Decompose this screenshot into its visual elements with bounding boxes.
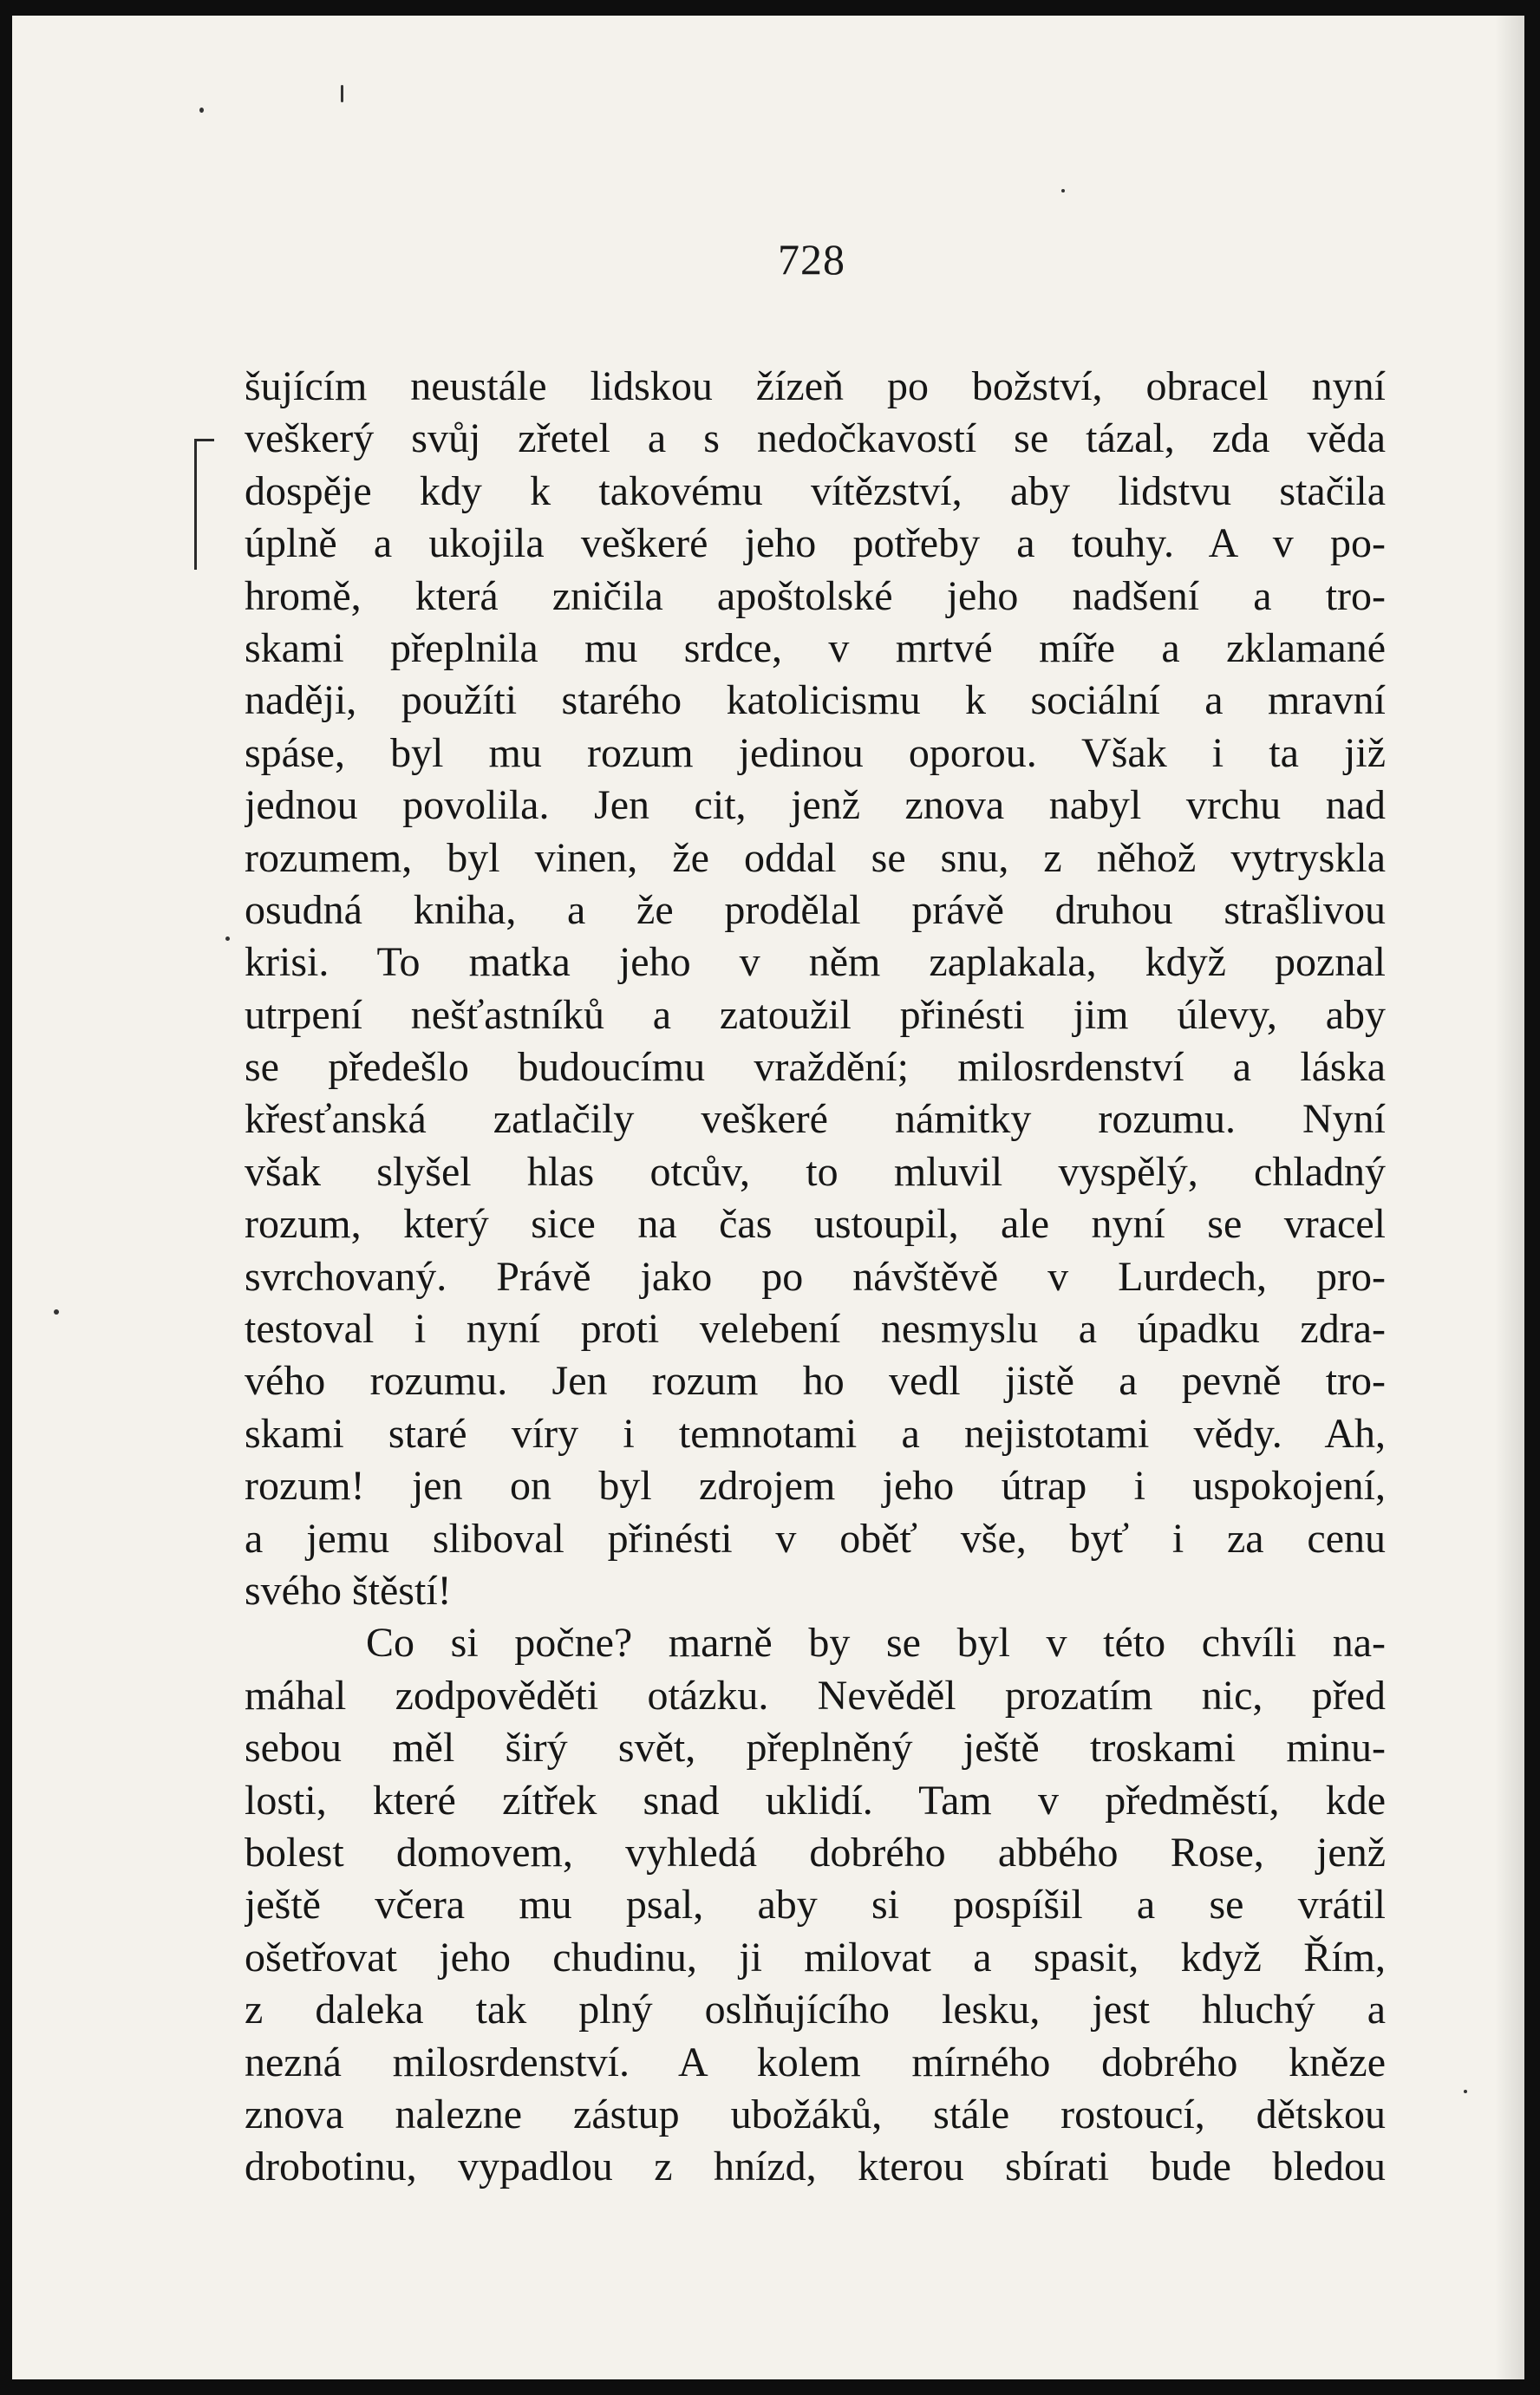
print-speck (341, 85, 343, 102)
text-line: ošetřovat jeho chudinu, ji milovat a spasit, když Řím, (245, 1934, 1386, 1981)
text-line: znova nalezne zástup ubožáků, stále rostoucí, dětskou (245, 2091, 1386, 2137)
text-line: skami přeplnila mu srdce, v mrtvé míře a zklamané (245, 624, 1386, 671)
text-line: drobotinu, vypadlou z hnízd, kterou sbírati bude bledou (245, 2144, 1386, 2190)
text-line: krisi. To matka jeho v něm zaplakala, když poznal (245, 939, 1386, 986)
text-line: jednou povolila. Jen cit, jenž znova nabyl vrchu nad (245, 782, 1386, 829)
text-line: naději, použíti starého katolicismu k sociální a mravní (245, 677, 1386, 724)
text-line: skami staré víry i temnotami a nejistotami vědy. Ah, (245, 1410, 1386, 1457)
text-line: nezná milosrdenství. A kolem mírného dobrého kněze (245, 2039, 1386, 2085)
text-line: a jemu sliboval přinésti v oběť vše, byť i za cenu (245, 1515, 1386, 1562)
text-line: rozum! jen on byl zdrojem jeho útrap i uspokojení, (245, 1463, 1386, 1510)
text-line: z daleka tak plný oslňujícího lesku, jest hluchý a (245, 1987, 1386, 2033)
print-speck (199, 108, 204, 113)
text-line: bolest domovem, vyhledá dobrého abbého Rose, jenž (245, 1829, 1386, 1876)
text-line: svrchovaný. Právě jako po návštěvě v Lurdech, pro- (245, 1253, 1386, 1300)
scanned-page (12, 16, 1524, 2379)
text-line: však slyšel hlas otcův, to mluvil vyspělý, chladný (245, 1148, 1386, 1195)
page-number: 728 (778, 235, 845, 284)
text-line: Co si počne? marně by se byl v této chvíli na- (366, 1620, 1386, 1667)
text-line: vého rozumu. Jen rozum ho vedl jistě a pevně tro- (245, 1358, 1386, 1405)
text-line: svého štěstí! (245, 1567, 452, 1614)
paragraph (245, 1617, 1386, 2193)
text-line: ještě včera mu psal, aby si pospíšil a se vrátil (245, 1882, 1386, 1928)
text-line: křesťanská zatlačily veškeré námitky rozumu. Nyní (245, 1096, 1386, 1143)
margin-bracket-mark (194, 439, 214, 570)
text-line: rozum, který sice na čas ustoupil, ale nyní se vracel (245, 1201, 1386, 1248)
paragraph (245, 361, 1386, 1617)
text-line: šujícím neustále lidskou žízeň po božství, obracel nyní (245, 363, 1386, 409)
text-line: se předešlo budoucímu vraždění; milosrdenství a láska (245, 1044, 1386, 1091)
text-line: testoval i nyní proti velebení nesmyslu a úpadku zdra- (245, 1306, 1386, 1353)
text-line: utrpení nešťastníků a zatoužil přinésti jim úlevy, aby (245, 991, 1386, 1038)
print-speck (1464, 2090, 1467, 2093)
text-line: sebou měl širý svět, přeplněný ještě troskami minu- (245, 1725, 1386, 1772)
page-edge-shadow (1495, 16, 1524, 2379)
print-speck (225, 936, 230, 941)
text-line: rozumem, byl vinen, že oddal se snu, z něhož vytryskla (245, 834, 1386, 881)
text-line: veškerý svůj zřetel a s nedočkavostí se tázal, zda věda (245, 415, 1386, 462)
text-line: hromě, která zničila apoštolské jeho nadšení a tro- (245, 572, 1386, 619)
print-speck (1061, 189, 1065, 193)
text-line: losti, které zítřek snad uklidí. Tam v předměstí, kde (245, 1777, 1386, 1824)
body-text (245, 361, 1386, 2194)
text-line: dospěje kdy k takovému vítězství, aby lidstvu stačila (245, 467, 1386, 514)
text-line: úplně a ukojila veškeré jeho potřeby a touhy. A v po- (245, 520, 1386, 567)
print-speck (54, 1309, 59, 1315)
text-line: máhal zodpověděti otázku. Nevěděl prozatím nic, před (245, 1672, 1386, 1719)
text-line: spáse, byl mu rozum jedinou oporou. Však i ta již (245, 729, 1386, 776)
text-line: osudná kniha, a že prodělal právě druhou strašlivou (245, 886, 1386, 933)
